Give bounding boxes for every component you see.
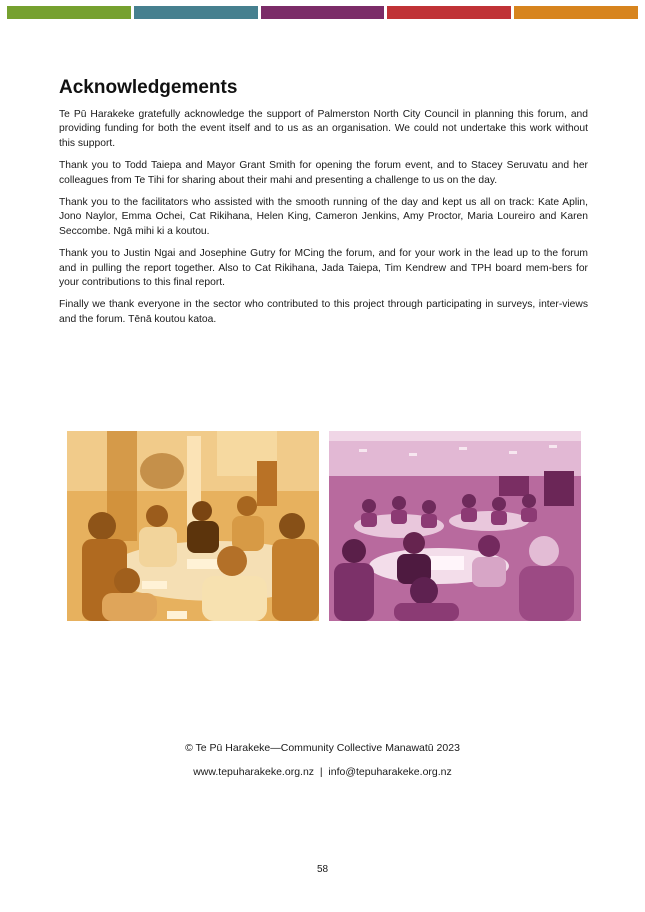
stripe-green (7, 6, 131, 19)
stripe-orange (514, 6, 638, 19)
page-title: Acknowledgements (59, 77, 238, 98)
copyright-notice: © Te Pū Harakeke—Community Collective Manawatū 2023 (185, 742, 460, 754)
contact-links: www.tepuharakeke.org.nz | info@tepuharakeke.org.nz (193, 766, 452, 778)
forum-photos (67, 431, 581, 621)
forum-photo-orange (67, 431, 319, 621)
paragraph-opening: Thank you to Todd Taiepa and Mayor Grant Smith for opening the forum event, and to Stacey Seruvatu and her colleagues from Te Tihi for sharing about their mahi and presenting a challenge to us on the day. (59, 160, 588, 186)
acknowledgements-body (59, 108, 588, 335)
paragraph-sector: Finally we thank everyone in the sector who contributed to this project through participating in surveys, inter-views and the forum. Tēnā koutou katoa. (59, 299, 588, 325)
paragraph-facilitators: Thank you to the facilitators who assisted with the smooth running of the day and kept us all on track: Kate Aplin, Jono Naylor, Emma Ochei, Cat Rikihana, Helen King, Cameron Jenkins, Amy Proctor, Maria Loureiro and Karen Seccombe. Ngā mihi ki a koutou. (59, 197, 588, 237)
stripe-teal (134, 6, 258, 19)
paragraph-mcs: Thank you to Justin Ngai and Josephine Gutry for MCing the forum, and for your work in the lead up to the forum and in pulling the report together. Also to Cat Rikihana, Jada Taiepa, Tim Kendrew and TPH board mem-bers for your contributions to this final report. (59, 248, 588, 289)
color-stripe-bar (7, 6, 638, 19)
forum-photo-magenta (329, 431, 581, 621)
stripe-purple (261, 6, 385, 19)
stripe-red (387, 6, 511, 19)
paragraph-council: Te Pū Harakeke gratefully acknowledge the support of Palmerston North City Council in planning this forum, and providing funding for both the event itself and to us as an organisation. We could not undertake this work without this support. (59, 109, 588, 149)
page-number: 58 (316, 864, 329, 875)
